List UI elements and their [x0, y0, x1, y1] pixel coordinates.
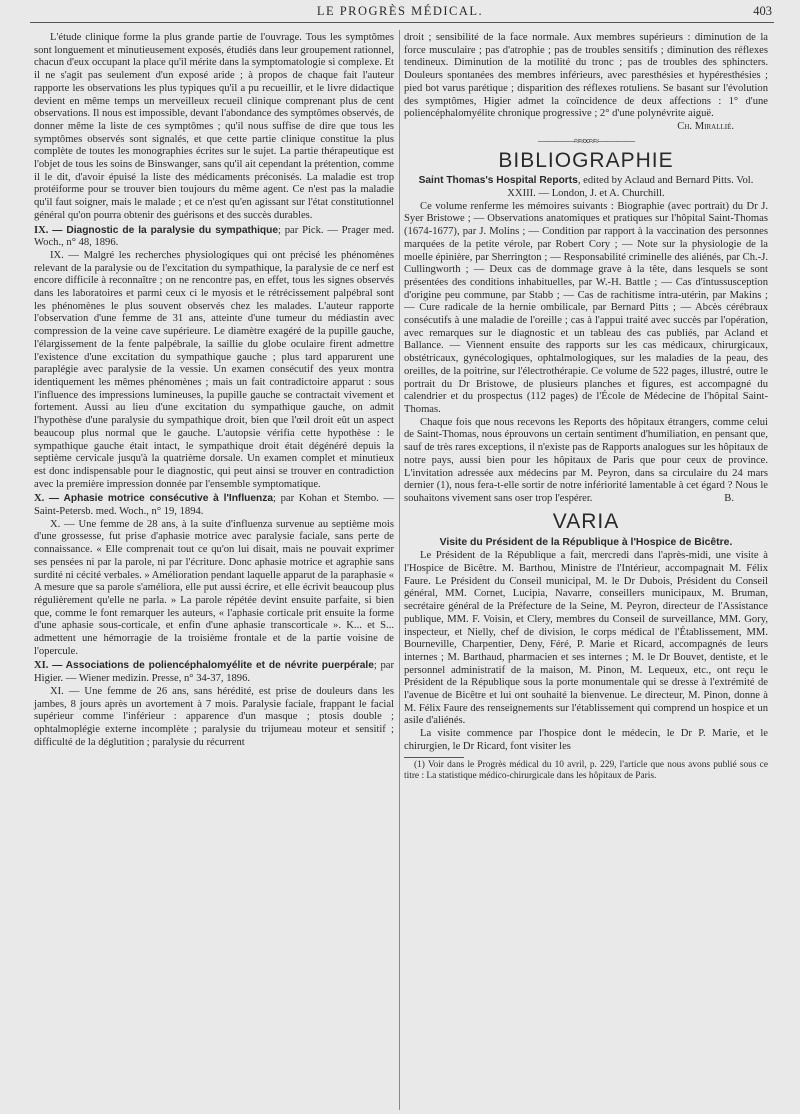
section-reference: ; par Pick. — Prager med. Woch., n° 48, 1896. [34, 224, 394, 249]
page-header [0, 0, 800, 26]
paragraph-section-xi: XI. — Une femme de 26 ans, sans hérédité, est prise de douleurs dans les jambes, 8 jours après un avortement à 7 mois. Paralysie faciale, frappant le facial supérieur comme l'inférieur : apparence d'un masque ; ptosis double ; ophtalmoplégie externe incomplète ; paralysie du trijumeau moteur et sensitif ; difficulté de la déglutition ; paralysie du récurrent [34, 685, 394, 748]
page-number: 403 [753, 4, 772, 18]
paragraph-section-xi-continued: droit ; sensibilité de la face normale. Aux membres supérieurs : diminution de la force musculaire ; pas d'atrophie ; pas de troubles sensitifs ; diminution des réflexes tendineux. Diminution de la motilité du tronc ; pas de troubles des sphincters. Douleurs spontanées des membres inférieurs, avec paresthésies et hypéresthésies ; pied bot varus parétique ; disparition des réflexes rotuliens. Se basant sur l'évolution des symptômes, Higier admet la coïncidence de deux affections : 1° d'une poliencéphalomyélite chronique progressive ; 2° d'une polynévrite aiguë. [404, 32, 768, 120]
varia-subheading: Visite du Président de la République à l'Hospice de Bicêtre. [439, 536, 733, 548]
commentary-signature: B. [724, 492, 734, 504]
section-number: X. [34, 493, 45, 505]
footnote: (1) Voir dans le Progrès médical du 10 avril, p. 229, l'article que nous avons publié sous ce titre : La statistique médico-chirurgicale dans les hôpitaux de Paris. [404, 759, 768, 781]
paragraph-bibliography-commentary [404, 417, 768, 506]
paragraph-bibliography-contents: Ce volume renferme les mémoires suivants : Biographie (avec portrait) du Dr J. Syer Bristowe ; — Observations anatomiques et pratiques sur l'hôpital Saint-Thomas (1674-1677), par J. Molins ; — Condition par rapport à la vaccination des personnes marquées de la petite vérole, par Robert Cory ; — Note sur la physiologie de la moelle épinière, par Sherrington ; — Responsabilité criminelle des aliénés, par Ch.-J. Cullingworth ; — Deux cas de dommage grave à la tête, dans lesquels se sont présentées des conditions inhabituelles, par W.-H. Battle ; — Cas d'intussusception d'origine peu commune, par Stabb ; — Cas de rachitisme intra-utérin, par Makins ; — Cure radicale de la hernie ombilicale, par Bernard Pitts ; — Abcès cérébraux consécutifs à une maladie de l'oreille ; cas à l'appui traité avec succès par l'opération, avec remarques sur le diagnostic et un tableau des cas publiés, par Acland et Ballance. — Viennent ensuite des rapports sur les cas médicaux, chirurgicaux, obstétricaux, gynécologiques, ophtalmologiques, sur les maladies de la peau, des oreilles, de la poitrine, sur l'électrothérapie. Ce volume de 522 pages, illustré, outre le portrait du Dr Bristowe, de plusieurs planches et figures, est accompagné du calendrier et du prospectus (112 pages) de l'École de Médecine de l'hôpital Saint-Thomas. [404, 200, 768, 415]
section-title: — Associations de poliencéphalomyélite et de névrite puerpérale [52, 660, 374, 672]
bibliography-reference [404, 175, 768, 200]
paragraph-section-ix: IX. — Malgré les recherches physiologiques qui ont précisé les phénomènes relevant de la paralysie ou de l'excitation du sympathique, la paralysie de ce nerf est encore difficile à reconnaître ; on ne rencontre pas, en effet, tous les signes observés dans les laboratoires et parmi ceux ci le myosis et le rétrécissement palpébral sont les phénomènes le plus souvent observés chez les malades. L'auteur rapporte l'observation d'une femme de 31 ans, atteinte d'une tumeur du médiastin avec compression de la veine cave supérieure. Le diamètre exagéré de la pupille gauche, l'élargissement de la fente palpébrale, la saillie du globe oculaire firent admettre l'existence d'une excitation du sympathique gauche ; plus tard apparurent une paraplégie avec paralysie de la vessie. Un examen consécutif des yeux montra identiquement les mêmes phénomènes ; mais un fait contradictoire apparut : sous l'influence des impressions lumineuses, la pupille gauche se contractait vivement et fortement. Aussi au lieu d'une excitation du sympathique gauche, on admit l'hypothèse d'une paralysie du sympathique droit, bien que l'œil droit eût un aspect beaucoup plus normal que le gauche. L'autopsie vérifia cette hypothèse : le sympathique gauche était intact, le sympathique droit était dégénéré depuis la septième cervicale jusqu'à la quatrième dorsale. Un examen complet et minutieux est donc indispensable pour le diagnostic, qui peut ainsi se trouver en contradiction avec la première impression donnée par l'ensemble symptomatique. [34, 249, 394, 490]
section-title: — Aphasie motrice consécutive à l'Influenza [48, 493, 274, 505]
bibliography-publisher: , edited by Aclaud and Bernard Pitts. Vol. XXIII. — London, J. et A. Churchill. [507, 175, 754, 200]
bibliographie-heading: BIBLIOGRAPHIE [498, 149, 674, 173]
section-reference: ; par Kohan et Stembo. — Saint-Petersb. med. Woch., n° 19, 1894. [34, 493, 394, 518]
right-column [404, 32, 768, 782]
section-number: IX. [34, 224, 49, 236]
section-heading-ix [34, 225, 394, 250]
ornament-divider: ————≈≈∞≈≈———— [537, 135, 635, 147]
section-title: — Diagnostic de la paralysie du sympathique [52, 224, 279, 236]
section-heading-xi [34, 660, 394, 685]
header-rule [30, 22, 774, 23]
section-number: XI. [34, 660, 49, 672]
paragraph-varia-visit-continued: La visite commence par l'hospice dont le médecin, le Dr P. Marie, et le chirurgien, le Dr Ricard, font visiter les [404, 728, 768, 752]
paragraph-section-x: X. — Une femme de 28 ans, à la suite d'influenza survenue au septième mois d'une grossesse, fut prise d'aphasie motrice avec paralysie faciale, sans perte de connaissance. « Elle comprenait tout ce qu'on lui disait, mais ne pouvait exprimer ses pensées ni par la parole, ni par l'écriture. Donc aphasie motrice et agraphie sans surdité ni cécité verbales. » Amélioration pendant laquelle apparut de la paraphasie « A mesure que sa parole s'améliora, elle put aussi écrire, et elle écrivit beaucoup plus régulièrement qu'elle ne parla. » La parole répétée devint ensuite parfaite, si bien que, comme le font remarquer les auteurs, « l'aphasie corticale prit ensuite la forme d'une aphasie sous-corticale, et enfin d'une aphasie transcorticale ». K... et S... admettent une hémorragie de la troisième frontale et de la partie voisine de l'opercule. [34, 518, 394, 657]
left-column [34, 32, 394, 749]
paragraph-binswanger-review: L'étude clinique forme la plus grande partie de l'ouvrage. Tous les symptômes sont longuement et minutieusement exposés, étudiés dans leur groupement rationnel, chacun d'eux occupant la place qu'il mérite dans la symptomatologie si complexe. Et il ne s'agit pas seulement d'un exposé aride ; à propos de chaque fait l'auteur rapporte les observations les plus typiques qu'il a pu recueillir, et le livre didactique devient en même temps un merveilleux recueil clinique comprenant plus de cent observations. Il nous est impossible, devant l'abondance des symptômes observés, de donner même la liste de ces symptômes ; qu'il nous suffise de dire que tous les symptômes observés sont signalés, et que cette partie clinique constitue la plus complète de toutes les monographies écrites sur le sujet. La partie thérapeutique est l'objet de tous les soins de Binswanger, sans qu'il ait cependant la prétention, comme il le dit, d'avoir épuisé la liste des médicaments préconisés. La maladie est trop protéiforme pour se trouver bien toujours du même agent. Ce n'est pas la maladie qu'il faut soigner, mais le malade ; et ce n'est qu'en agissant sur l'état constitutionnel général qu'on pourra obtenir des guérisons et des succès durables. [34, 32, 394, 221]
section-heading-x [34, 493, 394, 518]
column-divider [399, 30, 400, 1110]
bibliography-title: Saint Thomas's Hospital Reports [418, 175, 578, 187]
varia-heading: VARIA [552, 509, 620, 533]
footnote-rule [404, 757, 464, 758]
author-signature: Ch. Mirallié. [677, 120, 734, 132]
section-reference: ; par Higier. — Wiener medizin. Presse, n° 34-37, 1896. [34, 660, 395, 685]
paragraph-varia-visit: Le Président de la République a fait, mercredi dans l'après-midi, une visite à l'Hospice de Bicêtre. M. Barthou, Ministre de l'Intérieur, accompagnait M. Félix Faure. Le Président du Conseil municipal, M. le Dr Dubois, Président du Conseil général, MM. Cornet, Lucipia, Navarre, conseillers municipaux, M. Bruman, secrétaire général de la Préfecture de la Seine, M. Peyron, directeur de l'Assistance publique, MM. F. Voisin, et Clery, membres du Conseil de surveillance, MM. Gory, inspecteur, et Nielly, chef de division, le corps médical de l'Établissement, MM. Bourneville, Charpentier, Deny, Féré, P. Marie et Ricard, accompagnés de leurs internes ; M. Barthaud, pharmacien et ses internes ; M. le Dr Bouvet, dentiste, et le personnel administratif de la maison, M. Pinon, M. Lequeux, etc., ont reçu le Président de la République sous la porte monumentale qui se dresse à l'extrémité de l'avenue de Bicêtre et lui ont souhaité la bienvenue. Le directeur, M. Pinon, donne à M. Félix Faure des renseignements sur l'établissement qui comprend un hospice et un asile d'aliénés. [404, 550, 768, 727]
running-title: LE PROGRÈS MÉDICAL. [316, 4, 484, 18]
commentary-text: Chaque fois que nous recevons les Reports des hôpitaux étrangers, comme celui de Saint-Thomas, nous éprouvons un certain sentiment d'humiliation, en pensant que, sauf de très rares exceptions, il n'existe pas de Rapports analogues sur les hôpitaux de notre pays, aussi bien pour les hôpitaux de Paris que pour ceux de province. L'invitation adressée aux médecins par M. Peyron, dans sa circulaire du 24 mars dernier (1), nous fera-t-elle sortir de notre infériorité lamentable à cet égard ? Nous le souhaitons vivement sans oser trop l'espérer. [404, 416, 768, 504]
